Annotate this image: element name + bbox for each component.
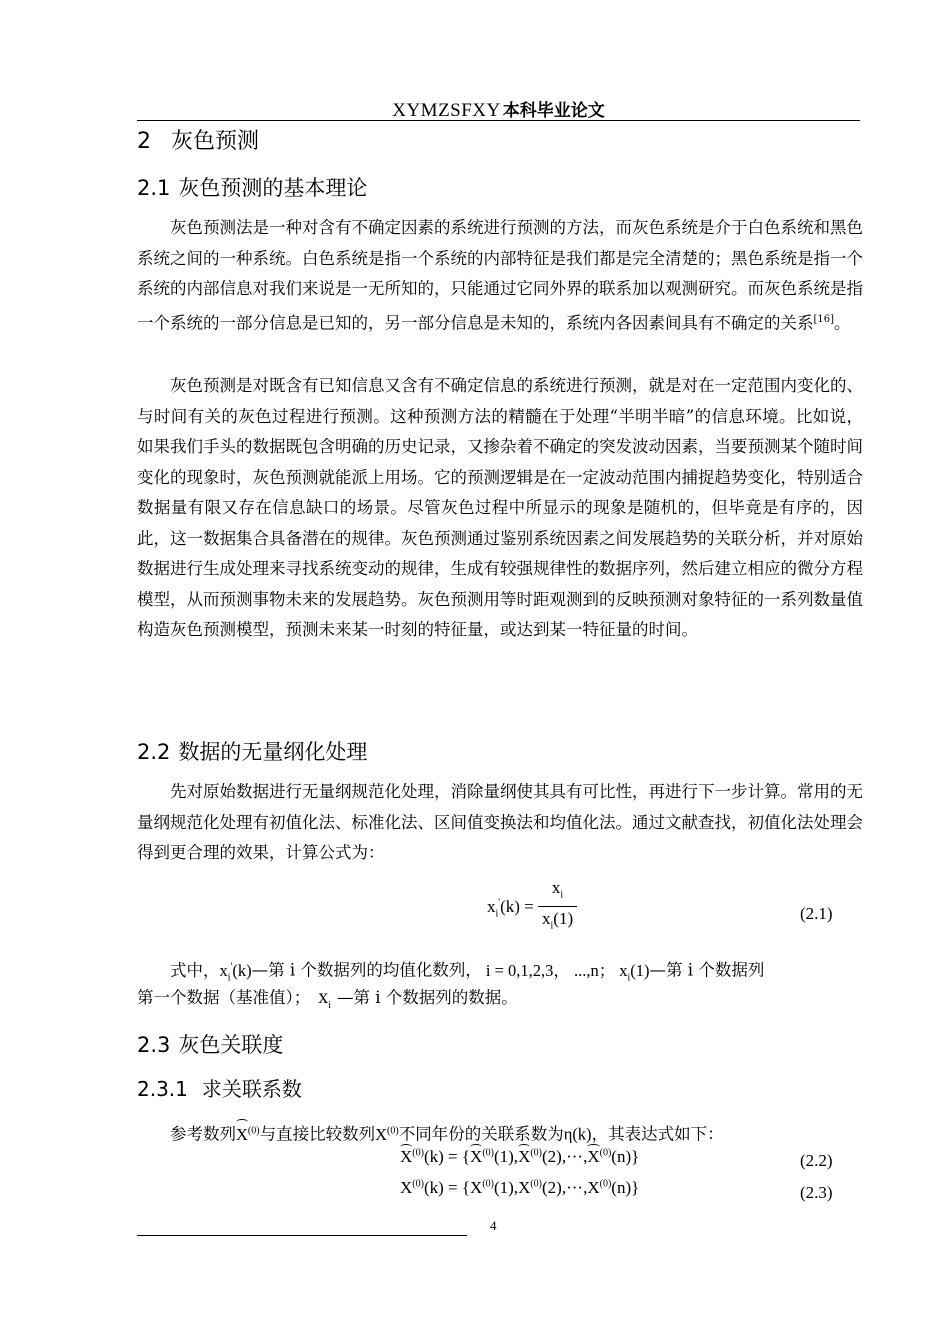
section-2-1-heading (137, 172, 367, 202)
fraction-denominator: $x_i(1)$ (542, 909, 574, 932)
equation-2-1 (487, 877, 577, 939)
equation-number: (2.1) (800, 904, 833, 923)
eq-fraction (538, 877, 577, 939)
eq-equals: = (524, 896, 534, 916)
section-2-3-1-heading (137, 1073, 302, 1102)
paragraph-end: 。 (834, 313, 851, 332)
equation-2-3: $X^{(0)}(k) = \{X^{(0)}(1),X^{(0)}(2),\cdot\cdot\cdot,X^{(0)}(n)\}$ (400, 1178, 640, 1197)
page-header (137, 96, 860, 121)
section-number: 2.3 (137, 1033, 171, 1057)
section-title: 灰色关联度 (178, 1033, 284, 1057)
definitions-line-2: 第一个数据（基准值）； $x_i$ —第 i 个数据列的数据。 (137, 986, 518, 1011)
eq-lhs: $x_i'(k)$ (487, 896, 520, 920)
equation-number: (2.3) (800, 1183, 833, 1202)
paragraph-correlation: 参考数列$X^{(0)}$与直接比较数列$X^{(0)}$不同年份的关联系数为η(k)，其表达式如下： (170, 1118, 896, 1148)
chapter-heading (137, 124, 259, 155)
section-title: 求关联系数 (201, 1077, 302, 1101)
paragraph-grey-prediction (137, 371, 863, 646)
paragraph-text: 灰色预测是对既含有已知信息又含有不确定信息的系统进行预测，就是对在一定范围内变化的、与时间有关的灰色过程进行预测。这种预测方法的精髓在于处理“半明半暗”的信息环境。比如说，如果我们手头的数据既包含明确的历史记录，又掺杂着不确定的突发波动因素，当要预测某个随时间变化的现象时，灰色预测就能派上用场。它的预测逻辑是在一定波动范围内捕捉趋势变化，特别适合数据量有限又存在信息缺口的场景。尽管灰色过程中所显示的现象是随机的，但毕竟是有序的，因此，这一数据集合具备潜在的规律。灰色预测通过鉴别系统因素之间发展趋势的关联分析，并对原始数据进行生成处理来寻找系统变动的规律，生成有较强规律性的数据序列，然后建立相应的微分方程模型，从而预测事物未来的发展趋势。灰色预测用等时距观测到的反映预测对象特征的一系列数量值构造灰色预测模型，预测未来某一时刻的特征量，或达到某一特征量的时间。 (137, 376, 863, 639)
chapter-number: 2 (137, 129, 151, 154)
section-2-3-heading (137, 1029, 283, 1059)
paragraph-grey-theory (137, 213, 863, 339)
section-2-2-heading (137, 736, 367, 766)
chapter-title: 灰色预测 (171, 129, 260, 154)
section-title: 灰色预测的基本理论 (178, 176, 368, 200)
equation-number: (2.2) (800, 1151, 833, 1170)
section-number: 2.2 (137, 740, 171, 764)
fraction-numerator: $x_i$ (538, 877, 577, 907)
section-number: 2.1 (137, 176, 171, 200)
page-number: 4 (490, 1218, 497, 1233)
definitions-line-1: 式中，$x_i'(k)—$第 i 个数据列的均值化数列， i = 0,1,2,3， ...,n； $x_i(1)—$第 i 个数据列 (170, 960, 765, 983)
section-title: 数据的无量纲化处理 (178, 740, 368, 764)
equation-2-2: $X^{(0)}(k) = \{X^{(0)}(1),X^{(0)}(2),\cdot\cdot\cdot,X^{(0)}(n)\}$ (400, 1147, 640, 1166)
paragraph-normalization (137, 777, 863, 869)
header-left-text: XYMZSFXY (392, 100, 501, 121)
header-right-text: 本科毕业论文 (502, 101, 605, 121)
paragraph-text: 灰色预测法是一种对含有不确定因素的系统进行预测的方法，而灰色系统是介于白色系统和黑色系统之间的一种系统。白色系统是指一个系统的内部特征是我们都是完全清楚的；黑色系统是指一个系统的内部信息对我们来说是一无所知的，只能通过它同外界的联系加以观测研究。而灰色系统是指一个系统的一部分信息是已知的，另一部分信息是未知的，系统内各因素间具有不确定的关系 (137, 218, 863, 332)
footer-divider (137, 1235, 467, 1236)
section-number: 2.3.1 (137, 1077, 188, 1101)
citation: [16] (813, 313, 835, 325)
paragraph-text: 先对原始数据进行无量纲规范化处理，消除量纲使其具有可比性，再进行下一步计算。常用的无量纲规范化处理有初值化法、标准化法、区间值变换法和均值化法。通过文献查找，初值化法处理会得到更合理的效果，计算公式为： (137, 782, 863, 862)
